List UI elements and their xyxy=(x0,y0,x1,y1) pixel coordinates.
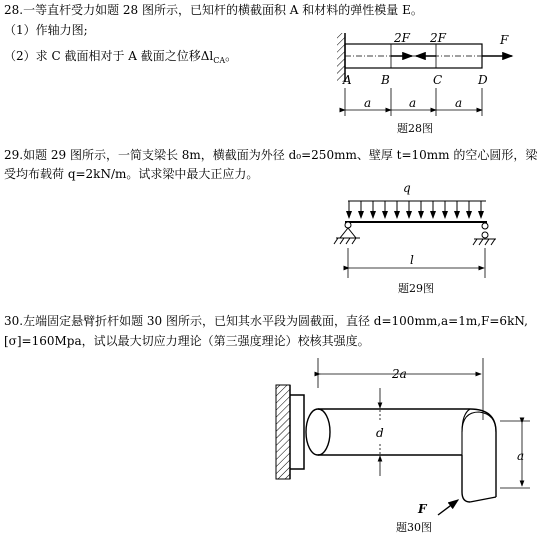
problem-28-tail: 。 xyxy=(225,49,238,63)
fig30-leg-top xyxy=(462,412,496,432)
fig30-dim-d-label: d xyxy=(376,426,384,440)
fig28-load-label-c: 2F xyxy=(430,31,446,45)
figure-29 xyxy=(334,181,496,295)
fig30-dim-top-label: 2a xyxy=(392,367,407,381)
problem-30-line1: 30.左端固定悬臂折杆如题 30 图所示，已知其水平段为圆截面，直径 d=100mm,a=1m,F=6kN, xyxy=(4,314,528,328)
fig30-dim-right-label: a xyxy=(517,449,525,463)
problem-29-line1: 29.如题 29 图所示，一简支梁长 8m，横截面为外径 d₀=250mm、壁厚 t=10mm 的空心圆形，梁 xyxy=(4,148,538,162)
fig28-point-a: A xyxy=(343,73,352,87)
fig30-dim-right xyxy=(500,421,530,488)
fig28-point-c: C xyxy=(433,73,443,87)
fig29-load-arrows xyxy=(349,201,481,218)
fig30-wall xyxy=(276,385,290,479)
fig30-collar xyxy=(290,395,304,469)
fig29-left-support xyxy=(334,222,360,244)
fig30-leg-inner xyxy=(462,455,470,502)
problem-28-subscript: CA xyxy=(213,56,226,65)
fig28-point-b: B xyxy=(381,73,390,87)
fig30-bend-inner xyxy=(462,409,470,455)
fig28-dim-3: a xyxy=(455,96,463,110)
figure-28 xyxy=(337,31,512,135)
problem-29-line2: 受均布载荷 q=2kN/m。试求梁中最大正应力。 xyxy=(4,167,259,181)
fig30-caption: 题30图 xyxy=(396,521,432,534)
fig29-span-dim xyxy=(348,248,485,278)
fig28-dim-2: a xyxy=(409,96,417,110)
fig30-bend-outer xyxy=(470,409,496,497)
fig28-caption: 题28图 xyxy=(397,122,433,135)
fig28-point-d: D xyxy=(478,73,488,87)
fig28-load-label-b: 2F xyxy=(394,31,410,45)
fig28-dim-1: a xyxy=(364,96,372,110)
fig30-force-arrow xyxy=(438,500,458,515)
fig30-bar-end xyxy=(306,409,330,455)
fig29-caption: 题29图 xyxy=(398,282,434,295)
fig29-right-support xyxy=(473,223,496,245)
fig29-span-label: l xyxy=(410,253,414,267)
problem-28-part1: （1）作轴力图; xyxy=(4,23,88,37)
problem-28-title: 28.一等直杆受力如题 28 图所示，已知杆的横截面积 A 和材料的弹性模量 E。 xyxy=(4,3,423,17)
fig30-leg-end xyxy=(470,497,496,502)
fig29-load-label: q xyxy=(403,181,411,195)
problem-28-part2-text: （2）求 C 截面相对于 A 截面之位移Δl xyxy=(4,49,214,63)
problem-30-line2: [σ]=160Mpa，试以最大切应力理论（第三强度理论）校核其强度。 xyxy=(4,334,370,348)
fig30-force-label: F xyxy=(418,502,427,516)
fig28-load-label-d: F xyxy=(500,33,509,47)
figure-30 xyxy=(276,358,530,534)
